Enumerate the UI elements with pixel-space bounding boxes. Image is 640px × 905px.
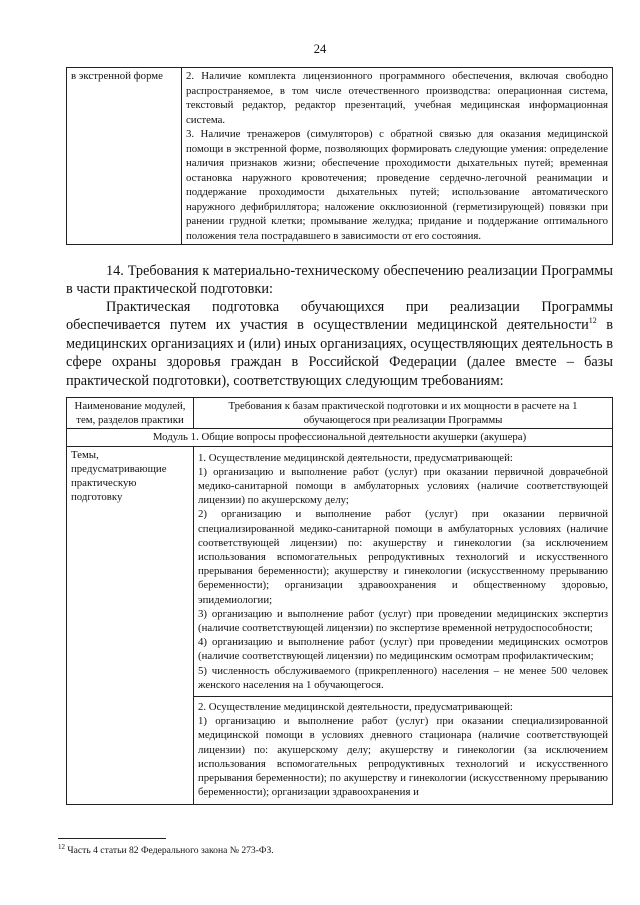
list-item: 4) организацию и выполнение работ (услуг) при проведении медицинских осмотров (наличие соответствующей лицензии) по медицинским осмотрам профилактическим; (198, 636, 608, 663)
section-heading (66, 262, 613, 298)
table-cell-label: в экстренной форме (67, 68, 182, 245)
list-item: 3. Наличие тренажеров (симуляторов) с обратной связью для оказания медицинской помощи в экстренной форме, позволяющих формировать следующие умения: определение наличия признаков жизни; обеспечение проходимости дыхательных путей; временная остановка наружного кровотечения; проведение сердечно-легочной реанимации и поддержание проходимости дыхательных путей; использование автоматического наружного дефибриллятора; наложение окклюзионной (герметизирующей) повязки при ранении грудной клетки; промывание желудка; придание и поддержание оптимального положения тела пострадавшего в зависимости от его состояния. (186, 128, 608, 242)
requirements-cell (194, 446, 613, 805)
column-header-requirements: Требования к базам практической подготовки и их мощности в расчете на 1 обучающегося при реализации Программы (194, 398, 613, 429)
footnote (58, 842, 274, 856)
module-title: Модуль 1. Общие вопросы профессиональной деятельности акушерки (акушера) (67, 429, 613, 446)
requirements-block-1 (198, 448, 608, 696)
requirements-block-2 (194, 696, 612, 803)
practical-training-table (66, 397, 613, 805)
list-item: 2. Осуществление медицинской деятельности, предусматривающей: (198, 701, 513, 714)
list-item: 2. Наличие комплекта лицензионного программного обеспечения, включая свободно распространяемое, в том числе отечественного производства: операционная система, текстовый редактор, редактор презентаций, учебная медицинская информационная система. (186, 70, 608, 126)
column-header-modules: Наименование модулей, тем, разделов практики (67, 398, 194, 429)
table-row (67, 446, 613, 805)
footnote-divider (58, 838, 166, 839)
table-header-row (67, 398, 613, 429)
table-row (67, 68, 613, 245)
list-item: 1. Осуществление медицинской деятельности, предусматривающей: (198, 451, 513, 464)
requirements-table-top (66, 67, 613, 245)
footnote-number: 12 (58, 842, 65, 851)
module-row (67, 429, 613, 446)
page-number: 24 (313, 42, 327, 56)
list-item: 2) организацию и выполнение работ (услуг) при оказании первичной специализированной медико-санитарной помощи в амбулаторных условиях (наличие соответствующей лицензии) по: акушерству и гинекологии (за исключением использования вспомогательных репродуктивных технологий и искусственного прерывания беременности); акушерству и гинекологии (искусственному прерыванию беременности); организации здравоохранения и общественному здоровью, эпидемиологии; (198, 508, 608, 606)
section-heading-text: 14. Требования к материально-техническому обеспечению реализации Программы в части практической подготовки: (66, 263, 613, 297)
footnote-reference: 12 (588, 316, 597, 326)
paragraph-text-start: Практическая подготовка обучающихся при реализации Программы обеспечивается путем их участия в осуществлении медицинской деятельности (66, 299, 613, 334)
list-item: 5) численность обслуживаемого (прикрепленного) населения – не менее 500 человек женского населения на 1 обучающегося. (198, 664, 608, 691)
list-item: 1) организацию и выполнение работ (услуг) при оказании специализированной медицинской помощи в условиях дневного стационара (наличие соответствующей лицензии) по: акушерскому делу; акушерству и гинекологии (за исключением использования вспомогательных репродуктивных технологий и искусственного прерывания беременности); по акушерству и гинекологии (искусственному прерыванию беременности); организации здравоохранения и (198, 715, 608, 799)
list-item: 1) организацию и выполнение работ (услуг) при оказании первичной доврачебной медико-санитарной помощи в амбулаторных условиях (наличие соответствующей лицензии) по акушерскому делу; (198, 465, 608, 507)
footnote-text: Часть 4 статьи 82 Федерального закона № 273-ФЗ. (65, 845, 274, 856)
body-paragraph (66, 298, 613, 390)
paragraph-text-end: в медицинских организациях и (или) иных организациях, осуществляющих деятельность в сфере охраны здоровья граждан в Российской Федерации (далее вместе – базы практической подготовки), соответствующих следующим требованиям: (66, 317, 613, 389)
list-item: 3) организацию и выполнение работ (услуг) при проведении медицинских экспертиз (наличие соответствующей лицензии) по экспертизе временной нетрудоспособности; (198, 607, 608, 635)
table-cell-content (182, 68, 613, 245)
row-label: Темы, предусматривающие практическую подготовку (67, 446, 194, 805)
